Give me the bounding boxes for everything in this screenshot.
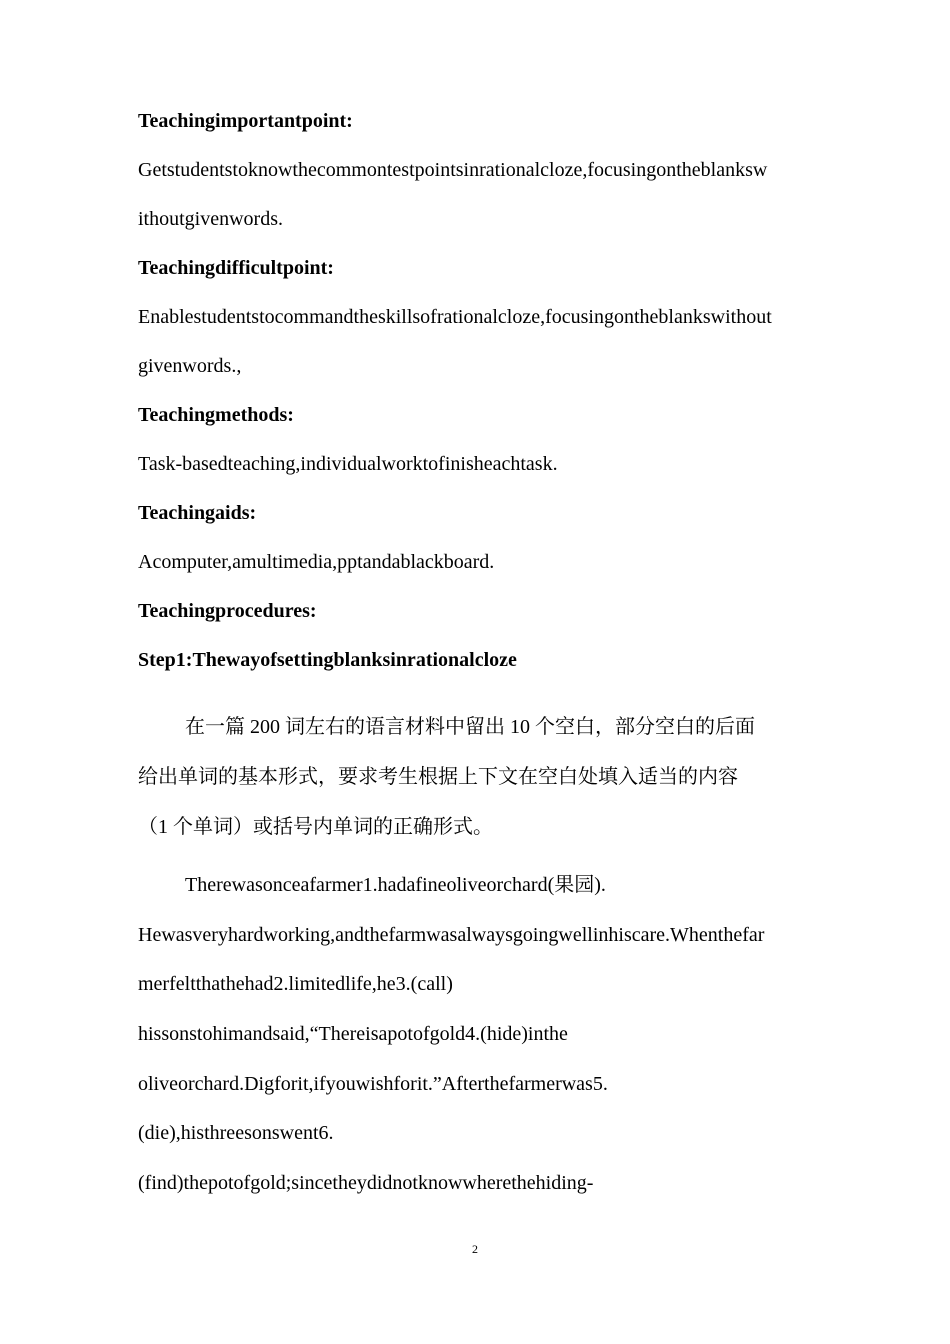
heading-difficult-point: Teachingdifficultpoint: <box>138 257 334 279</box>
heading-step1: Step1:Thewayofsettingblanksinrationalcloze <box>138 649 517 671</box>
passage-line: hissonstohimandsaid,“Thereisapotofgold4.(hide)inthe <box>138 1023 568 1045</box>
body-line: Getstudentstoknowthecommontestpointsinrationalcloze,focusingontheblanksw <box>138 159 768 181</box>
body-line: Enablestudentstocommandtheskillsofrationalcloze,focusingontheblankswithout <box>138 306 772 328</box>
body-line: Task-basedteaching,individualworktofinisheachtask. <box>138 453 558 475</box>
passage-line: (die),histhreesonswent6. <box>138 1122 334 1144</box>
passage-line: Hewasveryhardworking,andthefarmwasalwaysgoingwellinhiscare.Whenthefar <box>138 924 765 946</box>
heading-important-point: Teachingimportantpoint: <box>138 110 353 132</box>
body-line: ithoutgivenwords. <box>138 208 283 230</box>
heading-aids: Teachingaids: <box>138 502 257 524</box>
chinese-paragraph-line: 在一篇 200 词左右的语言材料中留出 10 个空白，部分空白的后面 <box>185 716 755 738</box>
page-number: 2 <box>472 1242 478 1256</box>
heading-methods: Teachingmethods: <box>138 404 294 426</box>
heading-procedures: Teachingprocedures: <box>138 600 317 622</box>
passage-line: merfeltthathehad2.limitedlife,he3.(call) <box>138 973 453 995</box>
passage-line: Therewasonceafarmer1.hadafineoliveorchard(果园). <box>185 874 606 896</box>
body-line: Acomputer,amultimedia,pptandablackboard. <box>138 551 495 573</box>
chinese-paragraph-line: 给出单词的基本形式，要求考生根据上下文在空白处填入适当的内容 <box>138 766 738 788</box>
passage-line: oliveorchard.Digforit,ifyouwishforit.”Afterthefarmerwas5. <box>138 1073 608 1095</box>
chinese-paragraph-line: （1 个单词）或括号内单词的正确形式。 <box>138 816 493 838</box>
body-line: givenwords., <box>138 355 242 377</box>
passage-line: (find)thepotofgold;sincetheydidnotknowwherethehiding- <box>138 1172 594 1194</box>
